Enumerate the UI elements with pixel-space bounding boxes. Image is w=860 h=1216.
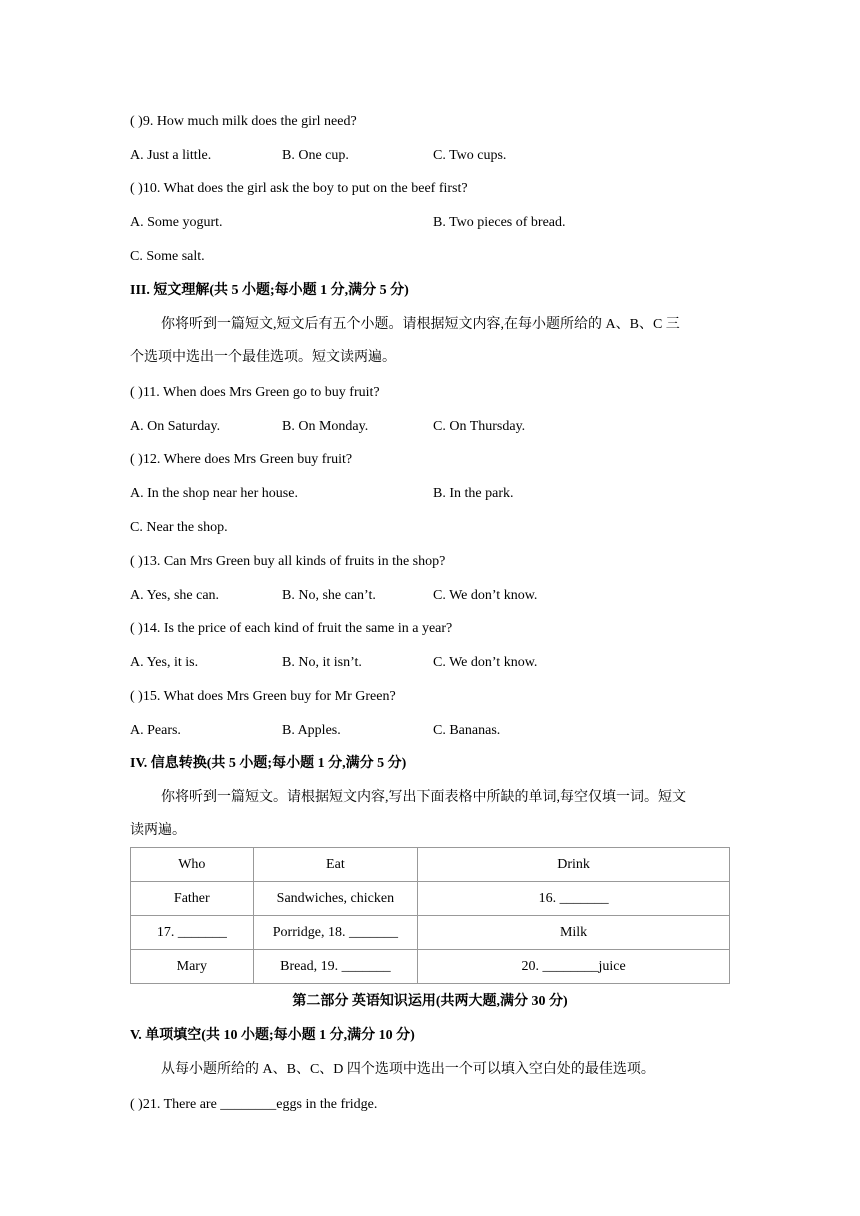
question-12-option-c: C. Near the shop. [130, 520, 228, 535]
section-4-heading: IV. 信息转换(共 5 小题;每小题 1 分,满分 5 分) [130, 756, 407, 771]
table-cell: Mary [131, 950, 254, 984]
info-table [130, 847, 730, 984]
question-10-stem: ( )10. What does the girl ask the boy to put on the beef first? [130, 181, 468, 196]
section-3-heading: III. 短文理解(共 5 小题;每小题 1 分,满分 5 分) [130, 283, 409, 298]
section-5-instruction: 从每小题所给的 A、B、C、D 四个选项中选出一个可以填入空白处的最佳选项。 [161, 1062, 655, 1077]
question-11-stem: ( )11. When does Mrs Green go to buy fruit? [130, 385, 380, 400]
table-header-row [131, 848, 730, 882]
section-3-instruction-line1: 你将听到一篇短文,短文后有五个小题。请根据短文内容,在每小题所给的 A、B、C 三 [161, 317, 680, 332]
table-cell: 16. _______ [418, 882, 730, 916]
table-cell: Bread, 19. _______ [253, 950, 418, 984]
question-10-option-b: B. Two pieces of bread. [433, 215, 566, 230]
question-11-option-b: B. On Monday. [282, 419, 369, 434]
table-cell: 20. ________juice [418, 950, 730, 984]
question-15-option-b: B. Apples. [282, 723, 341, 738]
question-9-stem: ( )9. How much milk does the girl need? [130, 114, 357, 129]
question-14-option-a: A. Yes, it is. [130, 655, 199, 670]
question-12-option-a: A. In the shop near her house. [130, 486, 298, 501]
table-cell: Sandwiches, chicken [253, 882, 418, 916]
table-cell: Milk [418, 916, 730, 950]
question-14-stem: ( )14. Is the price of each kind of fruit the same in a year? [130, 621, 453, 636]
table-cell: Father [131, 882, 254, 916]
question-15-stem: ( )15. What does Mrs Green buy for Mr Green? [130, 689, 396, 704]
table-row [131, 882, 730, 916]
table-row [131, 950, 730, 984]
section-4-instruction-line1: 你将听到一篇短文。请根据短文内容,写出下面表格中所缺的单词,每空仅填一词。短文 [161, 790, 686, 805]
question-15-option-a: A. Pears. [130, 723, 181, 738]
question-12-option-b: B. In the park. [433, 486, 514, 501]
section-3-instruction-line2: 个选项中选出一个最佳选项。短文读两遍。 [130, 350, 396, 365]
table-cell: Porridge, 18. _______ [253, 916, 418, 950]
part-2-title: 第二部分 英语知识运用(共两大题,满分 30 分) [292, 994, 568, 1009]
table-header-drink: Drink [418, 848, 730, 882]
question-21-stem: ( )21. There are ________eggs in the fridge. [130, 1097, 378, 1112]
question-11-option-a: A. On Saturday. [130, 419, 221, 434]
question-10-option-a: A. Some yogurt. [130, 215, 223, 230]
question-9-option-a: A. Just a little. [130, 148, 212, 163]
question-15-option-c: C. Bananas. [433, 723, 501, 738]
section-5-heading: V. 单项填空(共 10 小题;每小题 1 分,满分 10 分) [130, 1028, 415, 1043]
question-14-option-b: B. No, it isn’t. [282, 655, 362, 670]
question-14-option-c: C. We don’t know. [433, 655, 538, 670]
question-10-option-c: C. Some salt. [130, 249, 205, 264]
question-13-option-a: A. Yes, she can. [130, 588, 220, 603]
question-11-option-c: C. On Thursday. [433, 419, 526, 434]
table-row [131, 916, 730, 950]
table-header-who: Who [131, 848, 254, 882]
question-12-stem: ( )12. Where does Mrs Green buy fruit? [130, 452, 353, 467]
section-4-instruction-line2: 读两遍。 [130, 823, 186, 838]
question-9-option-b: B. One cup. [282, 148, 349, 163]
question-13-stem: ( )13. Can Mrs Green buy all kinds of fruits in the shop? [130, 554, 446, 569]
question-13-option-c: C. We don’t know. [433, 588, 538, 603]
question-9-option-c: C. Two cups. [433, 148, 507, 163]
table-cell: 17. _______ [131, 916, 254, 950]
question-13-option-b: B. No, she can’t. [282, 588, 376, 603]
table-header-eat: Eat [253, 848, 418, 882]
